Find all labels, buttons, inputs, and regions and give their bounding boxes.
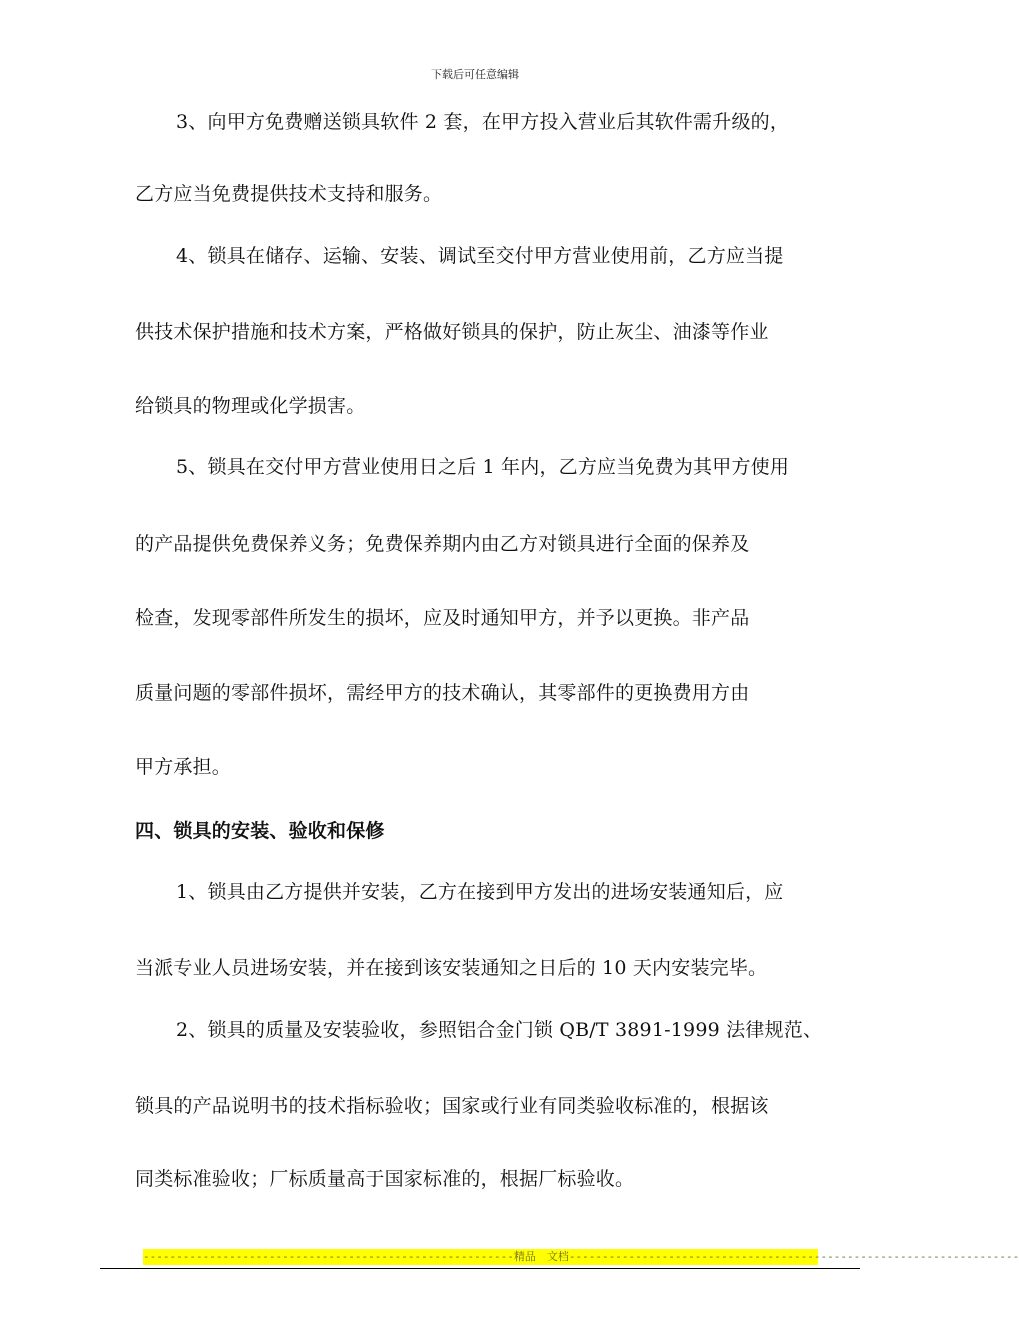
- paragraph-line: 锁具的产品说明书的技术指标验收；国家或行业有同类验收标准的，根据该: [135, 1095, 769, 1117]
- paragraph-line: 的产品提供免费保养义务；免费保养期内由乙方对锁具进行全面的保养及: [135, 533, 750, 555]
- page-header-note: 下载后可任意编辑: [431, 68, 519, 81]
- paragraph-line: 当派专业人员进场安装，并在接到该安装通知之日后的 10 天内安装完毕。: [135, 957, 768, 979]
- paragraph-line: 质量问题的零部件损坏，需经甲方的技术确认，其零部件的更换费用方由: [135, 682, 750, 704]
- paragraph-line: 3、向甲方免费赠送锁具软件 2 套，在甲方投入营业后其软件需升级的，: [176, 111, 790, 133]
- paragraph-line: 同类标准验收；厂标质量高于国家标准的，根据厂标验收。: [135, 1168, 635, 1190]
- paragraph-line: 1、锁具由乙方提供并安装，乙方在接到甲方发出的进场安装通知后，应: [176, 881, 784, 903]
- paragraph-line: 5、锁具在交付甲方营业使用日之后 1 年内，乙方应当免费为其甲方使用: [176, 456, 790, 478]
- paragraph-line: 检查，发现零部件所发生的损坏，应及时通知甲方，并予以更换。非产品: [135, 607, 750, 629]
- paragraph-line: 给锁具的物理或化学损害。: [135, 395, 366, 417]
- paragraph-line: 乙方应当免费提供技术支持和服务。: [135, 183, 443, 205]
- paragraph-line: 4、锁具在储存、运输、安装、调试至交付甲方营业使用前，乙方应当提: [176, 245, 784, 267]
- footer-divider: [100, 1268, 860, 1269]
- paragraph-line: 2、锁具的质量及安装验收，参照铝合金门锁 QB/T 3891-1999 法律规范、: [176, 1019, 823, 1041]
- paragraph-line: 甲方承担。: [135, 756, 232, 778]
- section-heading: 四、锁具的安装、验收和保修: [135, 820, 385, 842]
- footer-highlight-band: --------------------------------------------------------精品 文档--------------------------------------------------------------------: [143, 1250, 1019, 1263]
- paragraph-line: 供技术保护措施和技术方案，严格做好锁具的保护，防止灰尘、油漆等作业: [135, 321, 769, 343]
